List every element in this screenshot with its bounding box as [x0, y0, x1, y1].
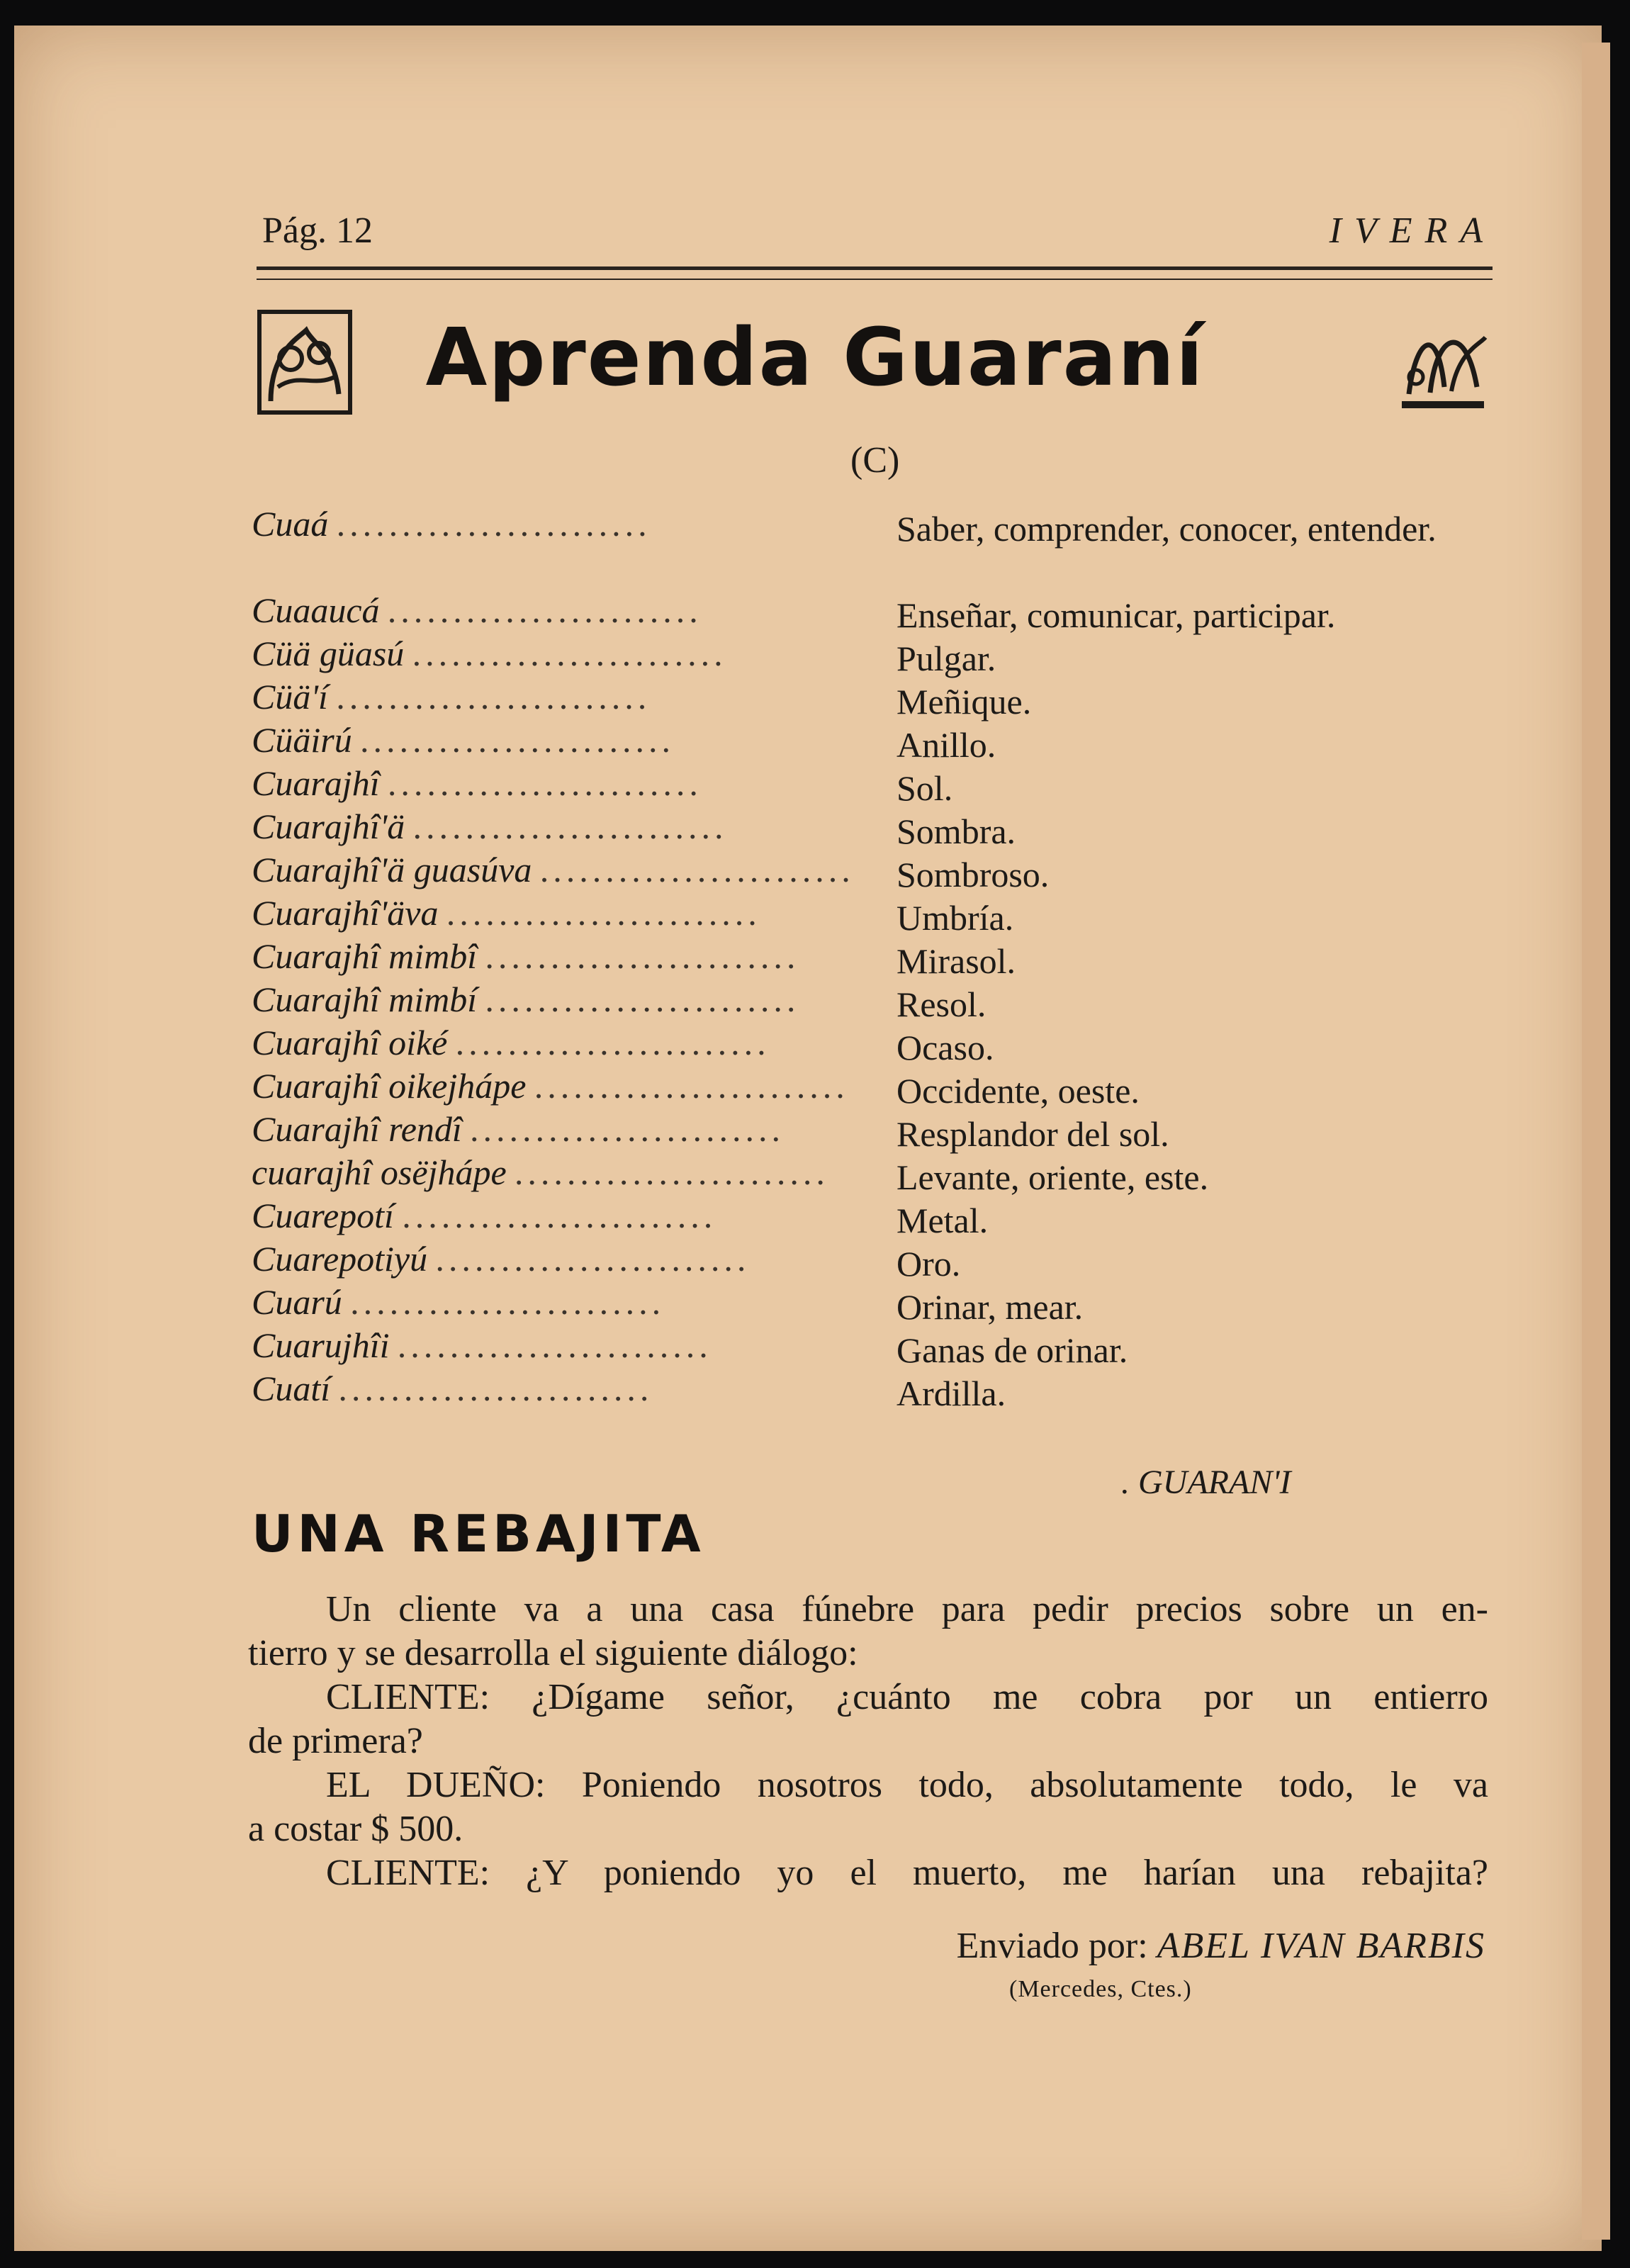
vocab-term: cuarajhî osëjhápe	[252, 1152, 507, 1192]
vocab-term: Cuarepotiyú	[252, 1239, 428, 1279]
page-number: Pág. 12	[262, 210, 373, 251]
credit-label: Enviado por:	[956, 1926, 1148, 1966]
joke-line: a costar $ 500.	[248, 1809, 463, 1849]
joke-line: EL DUEÑO: Poniendo nosotros todo, absolutamente todo, le va	[326, 1765, 1488, 1805]
vocab-row: Cüäirú ........................ Anillo.	[252, 719, 1527, 763]
vocab-meaning: Oro.	[896, 1244, 961, 1284]
vocab-term: Cuarajhî oiké	[252, 1023, 448, 1062]
vocab-meaning: Ganas de orinar.	[896, 1330, 1128, 1370]
vocab-meaning: Sombroso.	[896, 855, 1050, 894]
joke-line: CLIENTE: ¿Y poniendo yo el muerto, me harían una rebajita?	[326, 1853, 1488, 1893]
vocab-meaning: Enseñar, comunicar, participar.	[896, 595, 1336, 635]
vocab-row: Cuarepotí ........................ Metal.	[252, 1195, 1527, 1238]
vocab-row: Cuarajhî mimbí ........................ Resol.	[252, 979, 1527, 1022]
vocabulary-list	[252, 503, 1527, 1411]
vocab-row: Cuarajhî ........................ Sol.	[252, 763, 1527, 806]
vocab-term: Cuarajhî'ä	[252, 807, 405, 846]
vocab-term: Cuarajhî mimbí	[252, 979, 478, 1019]
vocab-term: Cuarajhî rendî	[252, 1109, 462, 1149]
vocab-row: Cuarajhî'äva ........................ Umbría.	[252, 892, 1527, 936]
vocab-meaning: Saber, comprender, conocer, entender.	[896, 509, 1437, 549]
joke-line: CLIENTE: ¿Dígame señor, ¿cuánto me cobra por un entierro	[326, 1677, 1488, 1717]
vocab-meaning: Levante, oriente, este.	[896, 1157, 1209, 1197]
vocab-meaning: Pulgar.	[896, 639, 996, 678]
vocab-signature: . GUARAN'I	[1121, 1464, 1291, 1501]
header-rule-thick	[257, 266, 1493, 270]
section-letter: (C)	[850, 440, 900, 481]
vocab-meaning: Ocaso.	[896, 1028, 994, 1067]
article-title: Aprenda Guaraní	[425, 312, 1205, 404]
vocab-meaning: Occidente, oeste.	[896, 1071, 1140, 1111]
vocab-term: Cuatí	[252, 1369, 331, 1408]
vocab-meaning: Meñique.	[896, 682, 1032, 722]
vocab-term: Cuarajhî mimbî	[252, 936, 478, 976]
vocab-row: Cuarajhî rendî ........................ Resplandor del sol.	[252, 1108, 1527, 1152]
vocab-row: Cuaaucá ........................ Enseñar, comunicar, participar.	[252, 590, 1527, 633]
vocab-row: cuarajhî osëjhápe ........................ Levante, oriente, este.	[252, 1152, 1527, 1195]
vocab-row: Cüä güasú ........................ Pulgar.	[252, 633, 1527, 676]
credit-name: ABEL IVAN BARBIS	[1157, 1926, 1485, 1966]
vocab-term: Cuarajhî oikejhápe	[252, 1066, 527, 1106]
vocab-row: Cuarajhî oiké ........................ Ocaso.	[252, 1022, 1527, 1065]
vocab-row: Cuarajhî mimbî ........................ Mirasol.	[252, 936, 1527, 979]
vocab-row: Cuarajhî'ä ........................ Sombra.	[252, 806, 1527, 849]
vocab-term: Cuarajhî'äva	[252, 893, 439, 933]
vocab-row: Cuarajhî oikejhápe ........................ Occidente, oeste.	[252, 1065, 1527, 1108]
publication-name: IVERA	[1329, 210, 1495, 251]
joke-body	[248, 1588, 1488, 1895]
vocab-term: Cuarú	[252, 1282, 342, 1322]
vocab-term: Cuarepotí	[252, 1196, 394, 1235]
vocab-meaning: Ardilla.	[896, 1374, 1006, 1413]
joke-credit	[957, 1925, 1485, 1967]
header-rule-thin	[257, 279, 1493, 280]
vocab-row: Cuaá ........................ Saber, comprender, conocer, entender.	[252, 503, 1527, 590]
vocab-term: Cuarajhî'ä guasúva	[252, 850, 532, 889]
vocab-row: Cuarujhîi ........................ Ganas de orinar.	[252, 1325, 1527, 1368]
vocab-term: Cüäirú	[252, 720, 352, 760]
vocab-row: Cuarajhî'ä guasúva ........................ Sombroso.	[252, 849, 1527, 892]
vocab-meaning: Sombra.	[896, 812, 1016, 851]
vocab-meaning: Sol.	[896, 768, 953, 808]
vocab-term: Cuaaucá	[252, 590, 380, 630]
joke-line: de primera?	[248, 1721, 423, 1761]
vocab-row: Cüä'í ........................ Meñique.	[252, 676, 1527, 719]
vocab-term: Cuarujhîi	[252, 1325, 390, 1365]
vocab-meaning: Resplandor del sol.	[896, 1114, 1169, 1154]
vocab-meaning: Mirasol.	[896, 941, 1016, 981]
vocab-term: Cuarajhî	[252, 763, 380, 803]
vocab-meaning: Umbría.	[896, 898, 1014, 938]
vocab-term: Cuaá	[252, 504, 329, 544]
vocab-meaning: Resol.	[896, 984, 987, 1024]
vocab-row: Cuarepotiyú ........................ Oro.	[252, 1238, 1527, 1281]
vocab-row: Cuarú ........................ Orinar, mear.	[252, 1281, 1527, 1325]
vocab-row: Cuatí ........................ Ardilla.	[252, 1368, 1527, 1411]
vocab-term: Cüä güasú	[252, 634, 405, 673]
vocab-term: Cüä'í	[252, 677, 328, 717]
vocab-meaning: Anillo.	[896, 725, 996, 765]
joke-line: Un cliente va a una casa fúnebre para pedir precios sobre un en-	[326, 1589, 1488, 1629]
vocab-meaning: Metal.	[896, 1201, 989, 1240]
joke-line: tierro y se desarrolla el siguiente diálogo:	[248, 1633, 858, 1673]
joke-title: UNA REBAJITA	[252, 1504, 705, 1564]
vocab-meaning: Orinar, mear.	[896, 1287, 1084, 1327]
credit-location: (Mercedes, Ctes.)	[1009, 1976, 1192, 2002]
